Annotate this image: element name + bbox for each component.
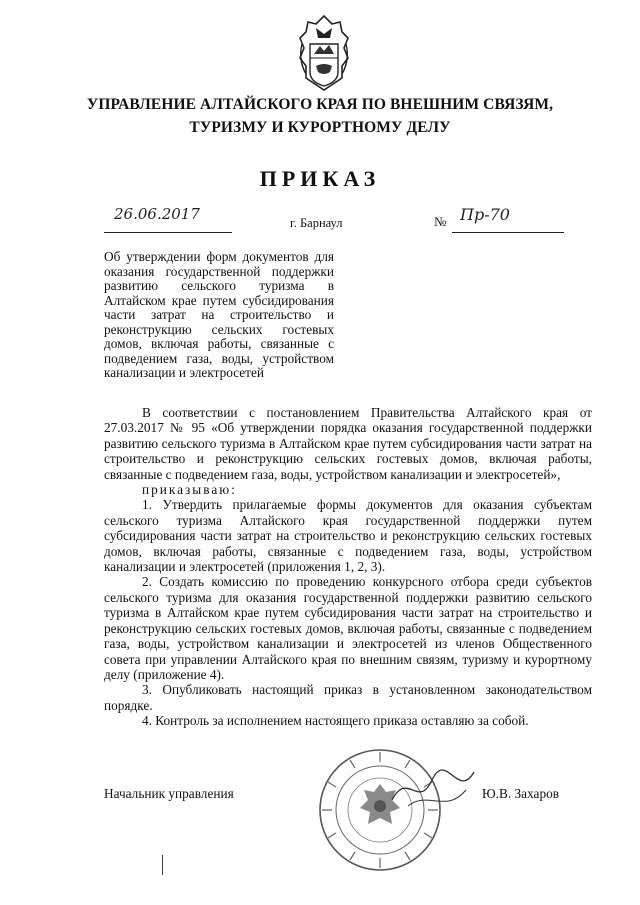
document-body: [104, 405, 592, 729]
organization-name-line-2: ТУРИЗМУ И КУРОРТНОМУ ДЕЛУ: [189, 119, 451, 136]
document-number: Пр-70: [460, 205, 510, 224]
margin-mark: [162, 855, 163, 875]
handwritten-signature-icon: [388, 760, 478, 820]
document-city: г. Барнаул: [290, 216, 343, 230]
organization-name-line-1: УПРАВЛЕНИЕ АЛТАЙСКОГО КРАЯ ПО ВНЕШНИМ СВЯЗЯМ,: [86, 96, 554, 113]
order-item-2: 2. Создать комиссию по проведению конкурсного отбора среди субъектов сельского туризма для оказания государственной поддержки развитию сельского туризма в Алтайском крае путем субсидирования части затрат на строительство и реконструкцию сельских гостевых домов, включая работы, связанные с подведением газа, воды, устройством канализации и электросетей из членов Общественного совета при управлении Алтайского края по внешним связям, туризму и курортному делу (приложение 4).: [104, 574, 592, 682]
coat-of-arms-icon: [296, 14, 352, 94]
signatory-title: Начальник управления: [104, 786, 234, 801]
order-item-3: 3. Опубликовать настоящий приказ в установленном законодательством порядке.: [104, 682, 592, 713]
document-date: 26.06.2017: [114, 205, 200, 223]
order-word: приказываю:: [142, 482, 237, 498]
order-item-4: 4. Контроль за исполнением настоящего приказа оставляю за собой.: [142, 713, 529, 729]
preamble-paragraph: В соответствии с постановлением Правительства Алтайского края от 27.03.2017 № 95 «Об утверждении порядка оказания государственной поддержки развитию сельского туризма в Алтайском крае путем субсидирования части затрат на строительство и реконструкцию сельских гостевых домов, включая работы, связанные с подведением газа, воды, устройством канализации и электросетей»,: [104, 405, 592, 482]
order-item-1: 1. Утвердить прилагаемые формы документов для оказания субъектам сельского туризма Алтайского края государственной поддержки путем субсидирования части затрат на строительство и реконструкцию сельских гостевых домов, включая работы, связанные с подведением газа, воды, устройством канализации и электросетей (приложения 1, 2, 3).: [104, 497, 592, 575]
signatory-name: Ю.В. Захаров: [482, 786, 560, 801]
document-subject: Об утверждении форм документов для оказания государственной поддержки развитию сельского туризма в Алтайском крае путем субсидирования части затрат на строительство и реконструкцию сельских гостевых домов, включая работы, связанные с подведением газа, воды, устройством канализации и электросетей: [104, 249, 334, 380]
document-type-title: ПРИКАЗ: [259, 166, 381, 191]
document-number-label: №: [434, 214, 447, 229]
